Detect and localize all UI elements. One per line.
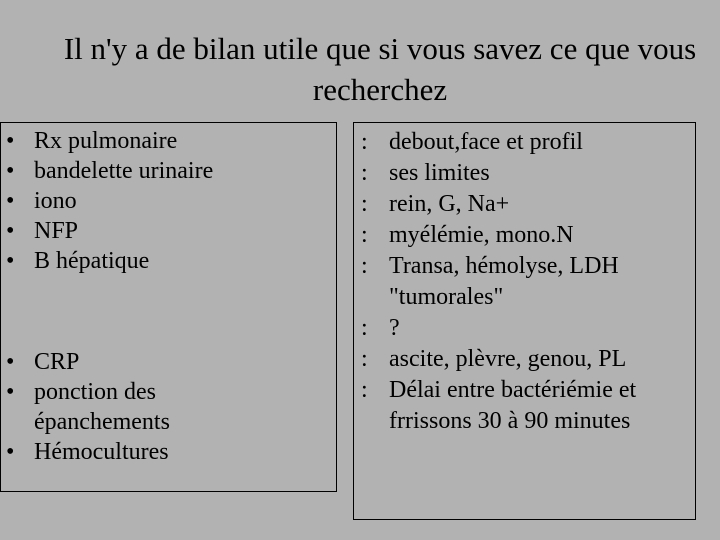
bullet-icon: • <box>6 379 15 405</box>
bullet-icon: • <box>6 248 15 274</box>
bullet-icon: • <box>6 188 15 214</box>
right-list <box>361 127 691 437</box>
bullet-icon: • <box>6 218 15 244</box>
list-item: • Rx pulmonaire <box>6 128 178 154</box>
list-item: : Transa, hémolyse, LDH "tumorales" <box>361 253 619 310</box>
colon-marker: : <box>361 160 368 186</box>
list-item: • iono <box>6 188 77 214</box>
list-item: • bandelette urinaire <box>6 158 214 184</box>
slide-title: Il n'y a de bilan utile que si vous savez ce que vous recherchez <box>63 31 697 107</box>
list-item: : Délai entre bactériémie et frrissons 30 à 90 minutes <box>361 377 637 434</box>
colon-marker: : <box>361 253 368 279</box>
list-item: : rein, G, Na+ <box>361 189 691 220</box>
left-list-group-1 <box>6 126 326 276</box>
colon-marker: : <box>361 315 368 341</box>
colon-marker: : <box>361 222 368 248</box>
bullet-icon: • <box>6 349 15 375</box>
list-item: : ascite, plèvre, genou, PL <box>361 344 691 375</box>
colon-marker: : <box>361 346 368 372</box>
list-item: • CRP <box>6 349 80 375</box>
left-list-group-2 <box>6 347 206 467</box>
list-item: • Hémocultures <box>6 439 169 465</box>
list-item: • NFP <box>6 218 79 244</box>
list-item: • B hépatique <box>6 248 150 274</box>
list-item: • ponction des épanchements <box>6 379 170 435</box>
colon-marker: : <box>361 129 368 155</box>
colon-marker: : <box>361 191 368 217</box>
list-item: : debout,face et profil <box>361 127 691 158</box>
bullet-icon: • <box>6 439 15 465</box>
bullet-icon: • <box>6 128 15 154</box>
list-item: : ? <box>361 313 691 344</box>
colon-marker: : <box>361 377 368 403</box>
list-item: : ses limites <box>361 158 691 189</box>
list-item: : myélémie, mono.N <box>361 220 691 251</box>
bullet-icon: • <box>6 158 15 184</box>
